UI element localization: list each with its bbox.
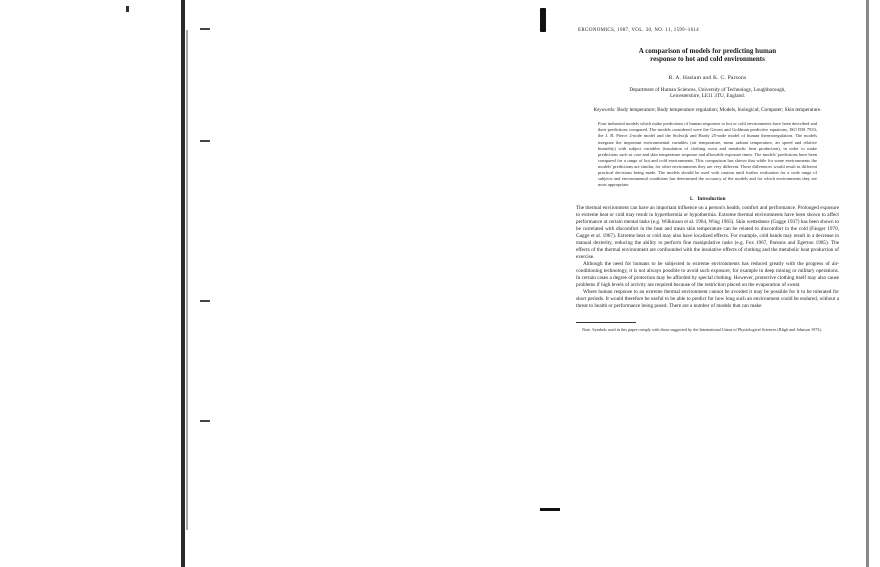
section-heading [576,196,839,202]
keywords [576,107,839,113]
title-line: A comparison of models for predicting human [638,47,777,55]
scan-binding-edge [181,0,185,567]
affiliation-line: Department of Human Sciences, University of Technology, Loughborough, [629,87,786,93]
footnote: Note. Symbols used in this paper comply with those suggested by the International Union of Physiological Sciences (Bligh and Johnson 1973). [582,327,822,333]
keywords-label: Keywords: [593,106,616,113]
scan-artifact [200,140,210,142]
paragraph: The thermal environment can have an important influence on a person's health, comfort and performance. Prolonged exposure to extreme heat or cold may result in hyperthermia or hypothermia. Extreme thermal environments have been shown to affect performance at certain mental tasks (e.g. Wilkinson et al. 1964, Wing 1965). Skin wettedness (Gagge 1937) has been shown to be correlated with discomfort in the heat and mean skin temperature can be related to discomfort in the cold (Fanger 1970, Gagge et al. 1967). Extreme heat or cold may also have localized effects. For example, cold hands may result in a decrease in manual dexterity, reducing the ability to perform fine manipulative tasks (e.g. Fox 1967, Parsons and Egerton 1985). The effects of the thermal environment are confounded with the insulative effects of clothing and the metabolic heat production of exercise. [576,205,839,261]
paragraph: Although the need for humans to be subjected to extreme environments has reduced greatly with the progress of air-conditioning technology, it is not always possible to avoid such exposure, for example in deep mining or military operations. In certain cases a degree of protection may be afforded by special clothing. However, protective clothing itself may also cause problems if high levels of activity are required because of the restriction placed on the evaporation of sweat. [576,261,839,289]
affiliation [576,87,839,100]
affiliation-line: Leicestershire, LE11 3TU, England. [669,93,745,100]
abstract: Four industrial models which make predictions of human responses to hot or cold environments have been described and their predictions compared. The models considered were the Givoni and Goldman predictive equations, ISO DIS 7933, the J. B. Pierce 2-node model and the Stolwijk and Hardy 25-node model of human thermoregulation. The models integrate the important environmental variables (air temperature, mean radiant temperature, air speed and relative humidity) with subject variables (insulation of clothing worn and metabolic heat production), in order to make predictions such as core and skin temperature response and allowable exposure times. The models' predictions have been compared for a range of hot and cold environments. This comparison has shown that while for some environments the models' predictions are similar, for other environments they are very different. These differences would result in different practical decisions being made. The models should be used with caution until further evaluation for a wide range of subjects and environmental conditions has determined the accuracy of the models and for which environments they are most appropriate. [598,121,817,188]
scan-artifact [200,420,210,422]
keywords-text: Body temperature; Body temperature regulation; Models, biological; Computer; Skin temperature. [617,106,822,113]
binding-notch [540,8,546,32]
paragraph: Where human response to an extreme thermal environment cannot be avoided it may be possible for it to be tolerated for short periods. It would therefore be useful to be able to predict for how long such an environment could be endured, without a threat to health or performance being posed. There are a number of models that can make [576,289,839,310]
page-dash-mark [540,508,560,511]
title-line: response to hot and cold environments [650,55,765,63]
scan-binding-shadow [186,30,188,530]
scan-artifact [200,28,210,30]
section-number: 1. [689,196,694,203]
scan-artifact [200,300,210,302]
authors: R. A. Haslam and K. C. Parsons [668,75,747,81]
running-head: ERGONOMICS, 1987, VOL. 30, NO. 11, 1599–1614 [578,28,699,33]
footnote-rule [576,322,636,323]
body-text [576,205,839,310]
scan-right-edge [866,0,869,567]
paper-title [576,47,839,63]
paper-page [576,28,839,333]
scan-corner-mark [126,6,129,12]
section-title: Introduction [697,196,726,203]
